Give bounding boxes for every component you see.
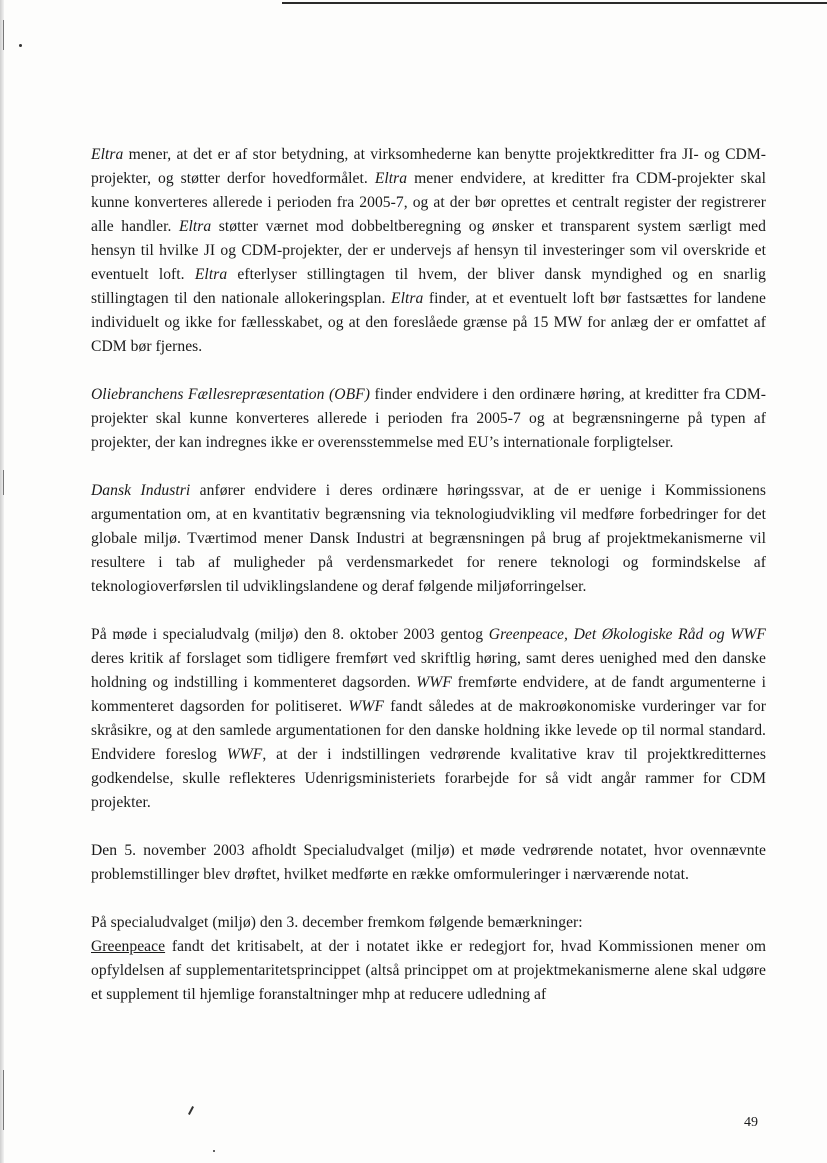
paragraph-specialudvalg-oktober <box>91 623 766 815</box>
org-name: Eltra <box>374 170 408 187</box>
scan-left-edge <box>0 0 4 1163</box>
paragraph-greenpeace <box>91 935 766 1007</box>
org-name: Oliebranchens Fællesrepræsentation (OBF) <box>91 386 370 403</box>
text-run: , at der i indstillingen vedrørende kvalitative krav til projektkreditternes godkendelse, skulle reflekteres Udenrigsministeriets forarbejde for så vidt angår rammer for CDM projekter. <box>91 746 766 811</box>
org-name: Eltra <box>391 290 424 307</box>
org-name: WWF <box>348 698 385 715</box>
top-rule <box>282 2 827 4</box>
text-run: Den 5. november 2003 afholdt Specialudvalget (miljø) et møde vedrørende notatet, hvor ovennævnte problemstillinger blev drøftet, hvilket medførte en række omformuleringer i nærværende notat. <box>91 842 766 883</box>
text-run: anfører endvidere i deres ordinære høringssvar, at de er uenige i Kommissionens argumentation om, at en kvantitativ begrænsning via teknologiudvikling vil medføre forbedringer for det globale miljø. Tværtimod mener Dansk Industri at begrænsningen på brug af projektmekanismerne vil resultere i tab af muligheder på verdensmarkedet for renere teknologi og formindskelse af teknologioverførslen til udviklingslandene og deraf følgende miljøforringelser. <box>91 482 766 595</box>
scan-speck <box>213 1150 215 1152</box>
scan-edge-mark <box>3 20 4 50</box>
paragraph-obf <box>91 383 766 455</box>
org-name: Eltra <box>91 146 124 163</box>
org-name: Eltra <box>194 266 228 283</box>
paragraph-dansk-industri <box>91 479 766 599</box>
org-name: Eltra <box>178 218 212 235</box>
org-name: WWF <box>416 674 452 691</box>
scan-speck <box>188 1106 194 1115</box>
org-name: Greenpeace, Det Økologiske Råd og WWF <box>488 626 766 643</box>
text-run: deres kritik af forslaget som tidligere fremført ved skriftlig høring, samt deres uenighed med den danske holdning og indstilling i kommenteret dagsorden. <box>91 650 766 691</box>
scan-edge-mark <box>3 1070 4 1130</box>
text-run: På specialudvalget (miljø) den 3. december fremkom følgende bemærkninger: <box>91 914 583 931</box>
paragraph-specialudvalg-november <box>91 839 766 887</box>
text-run: mener endvidere, at kreditter fra CDM-projekter skal kunne konverteres allerede i perioden fra 2005-7, og at der bør oprettes et centralt register der registrerer alle handler. <box>91 170 766 235</box>
paragraph-specialudvalg-december <box>91 911 766 935</box>
text-run: fandt det kritisabelt, at der i notatet ikke er redegjort for, hvad Kommissionen mener om opfyldelsen af supplementaritetsprincippet (altså princippet om at projektmekanismerne alene skal udgøre et supplement til hjemlige foranstaltninger mhp at reducere udledning af <box>91 938 766 1003</box>
page-number: 49 <box>744 1115 758 1130</box>
text-run: støtter værnet mod dobbeltberegning og ønsker et transparent system særligt med hensyn til hvilke JI og CDM-projekter, der er undervejs af hensyn til investeringer som vil overskride et eventuelt loft. <box>91 218 766 283</box>
org-name-underlined: Greenpeace <box>91 938 166 955</box>
text-run: efterlyser stillingtagen til hvem, der bliver dansk myndighed og en snarlig stillingtagen til den nationale allokeringsplan. <box>91 266 766 307</box>
scan-speck <box>19 44 22 47</box>
text-run: fandt således at de makroøkonomiske vurderinger var for skråsikre, og at den samlede argumentationen for den danske holdning ikke levede op til normal standard. Endvidere foreslog <box>91 698 767 763</box>
org-name: WWF <box>226 746 263 763</box>
text-run: finder endvidere i den ordinære høring, at kreditter fra CDM-projekter skal kunne konverteres allerede i perioden fra 2005-7 og at begrænsningerne på typen af projekter, der kan indregnes ikke er overensstemmelse med EU’s internationale forpligtelser. <box>91 386 766 451</box>
org-name: Dansk Industri <box>91 482 191 499</box>
text-run: mener, at det er af stor betydning, at virksomhederne kan benytte projektkreditter fra JI- og CDM-projekter, og støtter derfor hovedformålet. <box>91 146 766 187</box>
text-run: finder, at et eventuelt loft bør fastsættes for landene individuelt og ikke for fællesskabet, og at den foreslåede grænse på 15 MW for anlæg der er omfattet af CDM bør fjernes. <box>91 290 766 355</box>
paragraph-eltra <box>91 143 766 359</box>
document-body <box>91 143 766 1007</box>
text-run: På møde i specialudvalg (miljø) den 8. oktober 2003 gentog <box>91 626 489 643</box>
text-run: fremførte endvidere, at de fandt argumenterne i kommenteret dagsorden for politiseret. <box>91 674 766 715</box>
scan-edge-mark <box>3 470 4 495</box>
